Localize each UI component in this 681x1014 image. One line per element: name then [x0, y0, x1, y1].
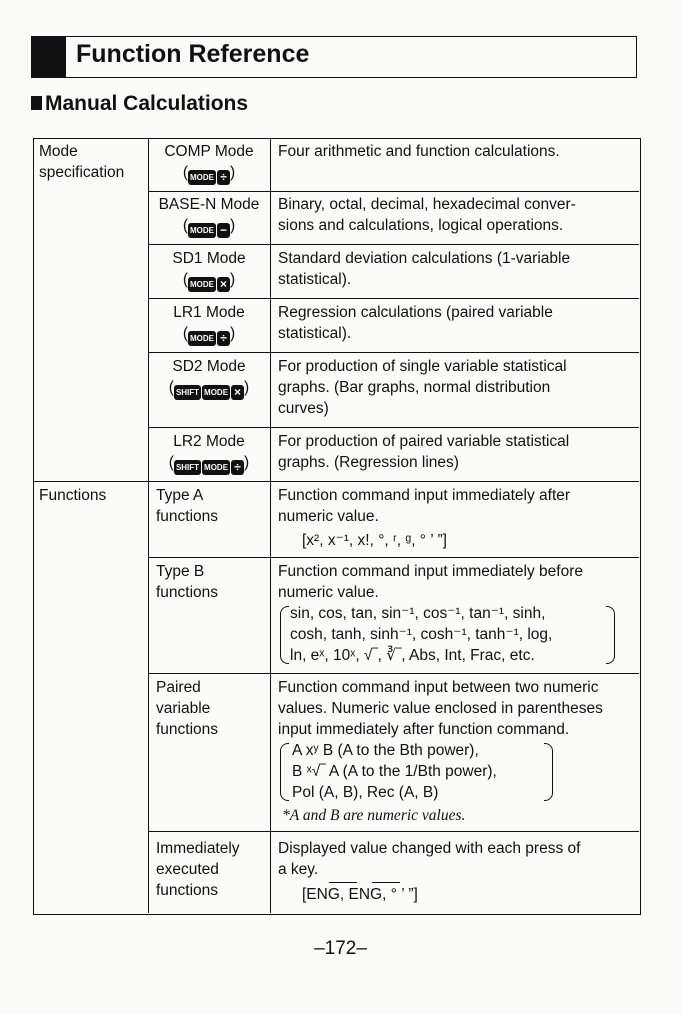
function-description: Displayed value changed with each press of	[278, 840, 581, 857]
mode-key-icon: MODE	[202, 460, 230, 475]
function-list: [x², x⁻¹, x!, °, ʳ, ᵍ, ° ’ ”]	[302, 532, 447, 549]
mode-spec-label: specification	[39, 164, 125, 181]
divide-key-icon: ÷	[217, 331, 230, 346]
left-arrow-icon	[329, 882, 357, 883]
bullet-square-icon	[31, 96, 42, 110]
functions-label: Functions	[39, 487, 107, 504]
row-divider	[33, 481, 639, 482]
function-type-name: functions	[156, 584, 219, 601]
function-description: numeric value.	[278, 508, 379, 525]
function-type-name: executed	[156, 861, 219, 878]
mode-description: statistical).	[278, 325, 352, 342]
mode-name: SD2 Mode	[172, 358, 246, 375]
left-brace-icon	[280, 606, 289, 664]
function-list: sin, cos, tan, sin⁻¹, cos⁻¹, tan⁻¹, sinh,	[290, 605, 546, 622]
multiply-key-icon: ×	[231, 385, 244, 400]
mode-spec-label: Mode	[39, 143, 78, 160]
section-heading	[31, 92, 248, 116]
mode-key-icon: MODE	[188, 170, 216, 185]
function-type-name: variable	[156, 700, 211, 717]
key-sequence: ( MODE − )	[182, 217, 236, 237]
table-divider-col1	[148, 138, 149, 913]
mode-key-icon: MODE	[188, 277, 216, 292]
function-list: ln, eˣ, 10ˣ, √‾, ∛‾, Abs, Int, Frac, etc.	[290, 647, 535, 664]
key-sequence: ( MODE ÷ )	[182, 164, 236, 184]
mode-key-icon: MODE	[188, 331, 216, 346]
function-description: Function command input immediately after	[278, 487, 571, 504]
left-arrow-icon	[372, 882, 400, 883]
mode-name: LR2 Mode	[173, 433, 245, 450]
function-description: values. Numeric value enclosed in parentheses	[278, 700, 603, 717]
mode-description: Binary, octal, decimal, hexadecimal conver-	[278, 196, 576, 213]
left-brace-icon	[280, 743, 289, 801]
mode-name: COMP Mode	[164, 143, 254, 160]
divide-key-icon: ÷	[231, 460, 244, 475]
row-divider	[148, 427, 639, 428]
row-divider	[148, 557, 639, 558]
function-description: input immediately after function command.	[278, 721, 570, 738]
function-list: A xʸ B (A to the Bth power),	[292, 742, 479, 759]
key-sequence: ( SHIFT MODE ÷ )	[168, 454, 250, 474]
function-type-name: Immediately	[156, 840, 240, 857]
title-block	[32, 37, 66, 77]
function-description: Function command input between two numeric	[278, 679, 599, 696]
row-divider	[148, 831, 639, 832]
function-type-name: functions	[156, 508, 219, 525]
function-list: cosh, tanh, sinh⁻¹, cosh⁻¹, tanh⁻¹, log,	[290, 626, 553, 643]
multiply-key-icon: ×	[217, 277, 230, 292]
function-type-name: Type B	[156, 563, 205, 580]
minus-key-icon: −	[217, 223, 230, 238]
page-title: Function Reference	[76, 40, 310, 68]
shift-key-icon: SHIFT	[174, 385, 201, 400]
mode-description: Standard deviation calculations (1-variable	[278, 250, 571, 267]
row-divider	[148, 298, 639, 299]
right-brace-icon	[606, 606, 615, 664]
mode-description: sions and calculations, logical operations.	[278, 217, 564, 234]
mode-description: curves)	[278, 400, 329, 417]
right-brace-icon	[544, 743, 553, 801]
mode-description: Four arithmetic and function calculations.	[278, 143, 560, 160]
row-divider	[148, 352, 639, 353]
shift-key-icon: SHIFT	[174, 460, 201, 475]
function-type-name: Type A	[156, 487, 204, 504]
key-sequence: ( SHIFT MODE × )	[168, 379, 250, 399]
function-list: B ˣ√‾ A (A to the 1/Bth power),	[292, 763, 497, 780]
mode-name: SD1 Mode	[172, 250, 246, 267]
key-sequence: ( MODE × )	[182, 271, 236, 291]
page-number: –172–	[314, 938, 367, 959]
function-type-name: Paired	[156, 679, 201, 696]
function-note-text: *A and B are numeric values.	[282, 807, 466, 824]
mode-key-icon: MODE	[202, 385, 230, 400]
function-description: a key.	[278, 861, 319, 878]
function-description: numeric value.	[278, 584, 379, 601]
mode-description: For production of paired variable statistical	[278, 433, 570, 450]
mode-key-icon: MODE	[188, 223, 216, 238]
divide-key-icon: ÷	[217, 170, 230, 185]
function-list: [ENG, ENG, ° ’ ”]	[302, 886, 418, 903]
key-sequence: ( MODE ÷ )	[182, 325, 236, 345]
title-box	[31, 36, 637, 78]
mode-name: LR1 Mode	[173, 304, 245, 321]
row-divider	[148, 191, 639, 192]
function-note	[282, 805, 465, 826]
function-type-name: functions	[156, 882, 219, 899]
section-heading-text: Manual Calculations	[45, 92, 249, 115]
function-type-name: functions	[156, 721, 219, 738]
row-divider	[148, 673, 639, 674]
mode-description: graphs. (Bar graphs, normal distribution	[278, 379, 551, 396]
table-divider-col2	[270, 138, 271, 913]
function-list: Pol (A, B), Rec (A, B)	[292, 784, 439, 801]
mode-description: statistical).	[278, 271, 352, 288]
mode-description: Regression calculations (paired variable	[278, 304, 553, 321]
mode-description: graphs. (Regression lines)	[278, 454, 459, 471]
mode-name: BASE-N Mode	[158, 196, 260, 213]
mode-description: For production of single variable statistical	[278, 358, 567, 375]
function-description: Function command input immediately before	[278, 563, 583, 580]
row-divider	[148, 244, 639, 245]
